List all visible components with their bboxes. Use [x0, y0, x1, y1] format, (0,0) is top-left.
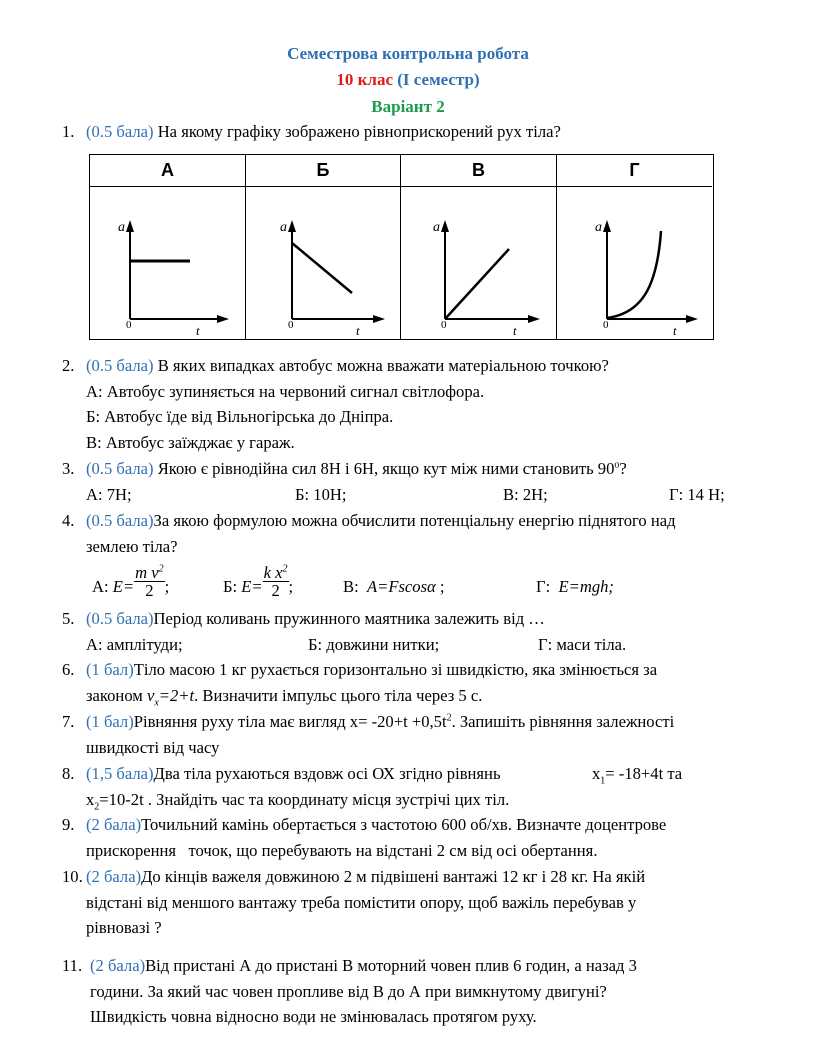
graph-label: Б — [246, 155, 400, 187]
axis-x-label: t — [196, 323, 200, 338]
question-points: (1,5 бала) — [86, 764, 154, 783]
y-axis-arrow — [288, 220, 296, 232]
graph-label: Г — [557, 155, 712, 187]
option-d: Г: маси тіла. — [538, 634, 627, 654]
axis-y-label: a — [595, 220, 602, 235]
question-number: 1. — [62, 122, 75, 141]
question-text: В яких випадках автобус можна вважати матеріальною точкою? — [153, 356, 609, 375]
question-points: (0.5 бала) — [86, 511, 154, 530]
option-b: Б: Автобус їде від Вільногірська до Дніпра. — [86, 407, 394, 426]
fraction-kx2: $\frac{k x^2}{2}$ — [263, 562, 288, 600]
question-points: (0.5 бала) — [86, 459, 154, 478]
fraction-mv2: $\frac{m v^2}{2}$ — [135, 562, 164, 600]
graph-d-plot — [557, 187, 712, 339]
option-b: Б: 10Н; — [295, 484, 347, 504]
graph-a-plot — [90, 187, 245, 339]
degree-mark: о — [614, 459, 620, 471]
origin-label: 0 — [288, 319, 294, 331]
option-c: В: Автобус заїжджає у гараж. — [86, 432, 295, 452]
option-b: Б: E= $\frac{k x^2}{2}$ ; — [223, 562, 294, 600]
velocity-formula: $v_x=2+t$ — [146, 685, 195, 708]
question-points: (1 бал) — [86, 712, 134, 731]
graph-b-plot — [246, 187, 401, 339]
question-text: На якому графіку зображено рівноприскорений рух тіла? — [153, 122, 561, 141]
question-text: За якою формулою можна обчислити потенціальну енергію піднятого над — [153, 511, 676, 530]
x-axis-arrow — [217, 315, 229, 323]
option-a: А: амплітуди; — [86, 634, 183, 654]
question-text-line2: години. За який час човен пропливе від В до А при вимкнутому двигуні? — [90, 981, 607, 1001]
y-axis-arrow — [603, 220, 611, 232]
question-number: 4. — [62, 511, 75, 530]
graph-line — [445, 249, 509, 319]
variant-label: Варіант 2 — [371, 97, 445, 116]
option-a: А: E= $\frac{m v^2}{2}$ ; — [92, 562, 170, 600]
question-number: 10. — [62, 867, 83, 886]
graph-column-b — [246, 155, 401, 339]
question-text: Тіло масою 1 кг рухається горизонтально зі швидкістю, яка змінюється за — [133, 660, 658, 679]
question-text: Якою є рівнодійна сил 8Н і 6Н, якщо кут між ними становить 90 — [153, 459, 615, 478]
graph-c-plot — [401, 187, 556, 339]
question-number: 3. — [62, 459, 75, 478]
axis-y-label: a — [118, 220, 125, 235]
axis-x-label: t — [673, 323, 677, 338]
question-number: 6. — [62, 660, 75, 679]
semester-label: (І семестр) — [397, 70, 480, 89]
question-points: (0.5 бала) — [86, 609, 154, 628]
y-axis-arrow — [126, 220, 134, 232]
equation-x2: $x_2=10-2t$ . Знайдіть час та координату місця зустрічі цих тіл. — [86, 789, 510, 812]
question-text-line3: Швидкість човна відносно води не змінювалась протягом руху. — [90, 1007, 537, 1026]
graph-line — [292, 243, 352, 293]
class-line — [0, 70, 816, 90]
x-axis-arrow — [373, 315, 385, 323]
origin-label: 0 — [441, 319, 447, 331]
question-text-line2: відстані від меншого вантажу треба помістити опору, щоб важіль перебував у — [86, 892, 637, 912]
graph-label: В — [401, 155, 556, 187]
option-d: Г: E=mgh; — [536, 577, 614, 596]
question-number: 11. — [62, 956, 83, 975]
formula-options — [86, 561, 766, 609]
question-points: (2 бала) — [90, 956, 146, 975]
x-axis-arrow — [686, 315, 698, 323]
option-c: В: 2Н; — [503, 484, 548, 504]
question-text-line3: рівновазі ? — [86, 918, 162, 937]
option-c: В: A=Fscosα ; — [343, 577, 445, 596]
graphs-table — [89, 154, 714, 340]
question-points: (0.5 бала) — [86, 356, 154, 375]
equation-x1: $x_1= -18+4t$ та — [592, 764, 683, 787]
page: Семестрова контрольна робота 10 клас (І семестр) Варіант 2 1. (0.5 бала) На якому графіку зображено рівноприскорений рух тіла? А a 0 t Б a 0 t В a 0 t Г a 0 t 2. (0.5 бала) В яких випадках автобус можна вважати матеріальною точкою? А: Автобус зупиняється на червоний сигнал світлофора. Б: Автобус їде від Вільногірська до Дніпра. В: Автобус заїжджає у гараж. 3. (0.5 бала) Якою є рівнодійна сил 8Н і 6Н, якщо кут між ними становить $90^о$? А: 7Н; Б: 10Н; В: 2Н; Г: 14 Н; 4. (0.5 бала)За якою формулою можна обчислити потенціальну енергію піднятого над землею тіла? А: E= $\frac{m v^2}{2}$ ; Б: E= $\frac{k x^2}{2}$ ; В: A=Fscosα ; Г: E=mgh; 5. (0.5 бала)Період коливань пружинного маятника залежить від … А: амплітуди; Б: довжини нитки; Г: маси тіла. 6. (1 бал)Тіло масою 1 кг рухається горизонтально зі швидкістю, яка змінюється за законом $v_x=2+t$. Визначити імпульс цього тіла через 5 с. 7. (1 бал)Рівняння руху тіла має вигляд $x= -20+t +0,5t^2$. Запишіть рівняння залежності швидкості від часу 8. (1,5 бала)Два тіла рухаються вздовж осі ОХ згідно рівнянь $x_1= -18+4t$ та $x_2=10-2t$ . Знайдіть час та координату місця зустрічі цих тіл. 9. (2 бала)Точильний камінь обертається з частотою 600 об/хв. Визначте доцентрове прискорення точок, що перебувають на відстані 2 см від осі обертання. 10. (2 бала)До кінців важеля довжиною 2 м підвішені вантажі 12 кг і 28 кг. На якій відстані від меншого вантажу треба помістити опору, щоб важіль перебував у рівновазі ? 11. (2 бала)Від пристані А до пристані В моторний човен плив 6 годин, а назад 3 години. За який час човен пропливе від В до А при вимкнутому двигуні? Швидкість човна відносно води не змінювалась протягом руху. — [0, 0, 816, 1056]
y-axis-arrow — [441, 220, 449, 232]
graph-label: А — [90, 155, 245, 187]
graph-curve — [607, 231, 661, 318]
axis-y-label: a — [280, 220, 287, 235]
option-b: Б: довжини нитки; — [308, 634, 440, 654]
question-number: 7. — [62, 712, 75, 731]
axis-y-label: a — [433, 220, 440, 235]
x-axis-arrow — [528, 315, 540, 323]
question-text-end: ? — [619, 459, 627, 478]
question-number: 8. — [62, 764, 75, 783]
question-points: (2 бала) — [86, 815, 142, 834]
graph-column-a — [90, 155, 246, 339]
question-number: 9. — [62, 815, 75, 834]
question-points: (2 бала) — [86, 867, 142, 886]
origin-label: 0 — [126, 319, 132, 331]
question-number: 2. — [62, 356, 75, 375]
question-number: 5. — [62, 609, 75, 628]
axis-x-label: t — [513, 323, 517, 338]
question-text-line2: прискорення точок, що перебувають на відстані 2 см від осі обертання. — [86, 840, 598, 860]
option-d: Г: 14 Н; — [669, 484, 725, 504]
question-text-line2: швидкості від часу — [86, 737, 220, 757]
graph-column-c — [401, 155, 557, 339]
question-points: (0.5 бала) — [86, 122, 154, 141]
axis-x-label: t — [356, 323, 360, 338]
page-title: Семестрова контрольна робота — [287, 44, 529, 63]
question-text-line2: землею тіла? — [86, 536, 178, 556]
origin-label: 0 — [603, 319, 609, 331]
question-text: Період коливань пружинного маятника залежить від … — [153, 609, 545, 628]
option-a: А: Автобус зупиняється на червоний сигнал світлофора. — [86, 381, 485, 401]
class-label: 10 клас — [336, 70, 393, 89]
option-a: А: 7Н; — [86, 484, 132, 504]
question-points: (1 бал) — [86, 660, 134, 679]
graph-column-d — [557, 155, 712, 339]
